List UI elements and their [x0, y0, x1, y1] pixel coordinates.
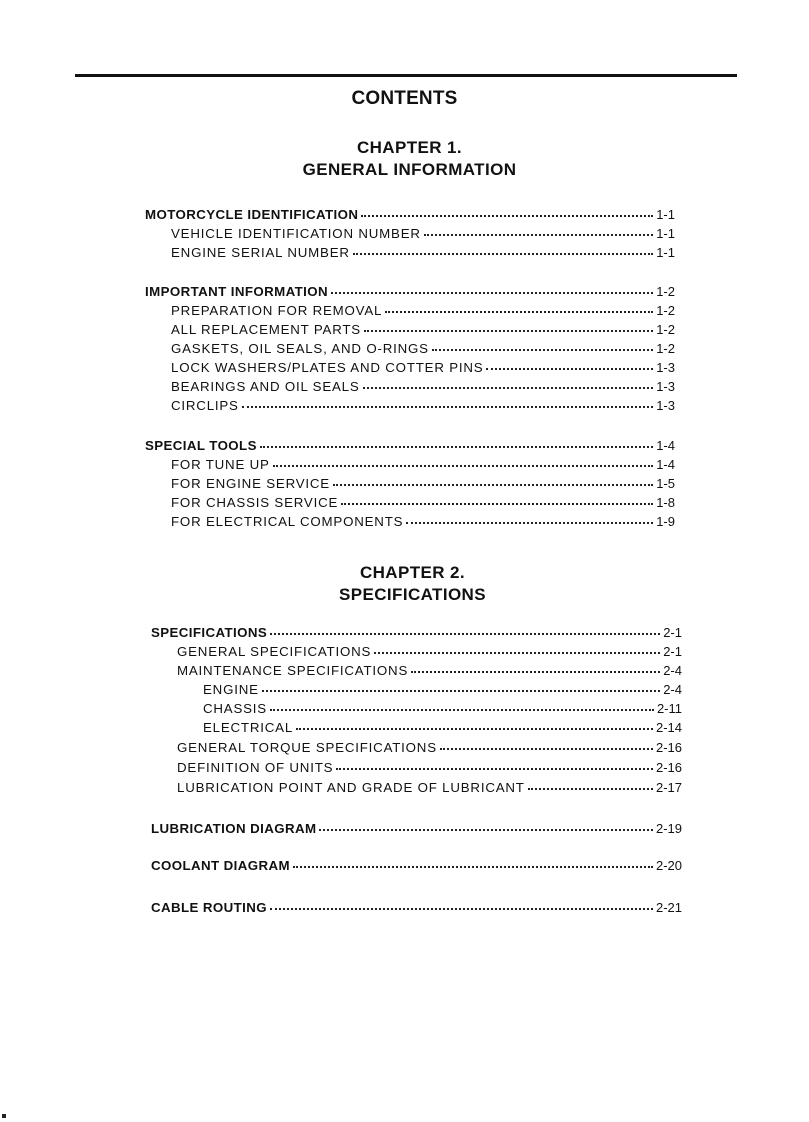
dot-leader	[333, 484, 653, 486]
toc-page-number: 1-4	[656, 438, 675, 453]
dot-leader	[486, 368, 653, 370]
toc-label: SPECIAL TOOLS	[145, 438, 257, 453]
toc-label: MAINTENANCE SPECIFICATIONS	[177, 663, 409, 678]
toc-label: LUBRICATION DIAGRAM	[151, 821, 317, 836]
toc-entry	[171, 476, 675, 494]
dot-leader	[270, 908, 653, 910]
toc-label: ENGINE	[203, 682, 259, 697]
toc-label: MOTORCYCLE IDENTIFICATION	[145, 207, 359, 222]
toc-page-number: 1-1	[656, 226, 675, 241]
toc-label: FOR CHASSIS SERVICE	[171, 495, 339, 510]
toc-label: SPECIFICATIONS	[151, 625, 268, 640]
dot-leader	[374, 652, 660, 654]
toc-page-number: 1-2	[656, 284, 675, 299]
toc-entry	[177, 740, 682, 758]
dot-leader	[353, 253, 653, 255]
toc-page-number: 1-3	[656, 379, 675, 394]
dot-leader	[411, 671, 660, 673]
toc-page-number: 1-8	[656, 495, 675, 510]
chapter1-label: CHAPTER 1.	[356, 138, 463, 157]
toc-entry	[203, 720, 682, 738]
toc-section	[145, 207, 675, 225]
toc-entry	[171, 514, 675, 532]
dot-leader	[242, 406, 653, 408]
toc-entry	[171, 495, 675, 513]
toc-section	[151, 625, 682, 643]
toc-entry	[171, 360, 675, 378]
toc-section	[151, 821, 682, 839]
toc-page-number: 1-5	[656, 476, 675, 491]
toc-page-number: 1-4	[656, 457, 675, 472]
toc-entry	[203, 682, 682, 700]
dot-leader	[432, 349, 653, 351]
toc-entry	[171, 303, 675, 321]
toc-entry	[177, 780, 682, 798]
toc-section	[151, 858, 682, 876]
dot-leader	[296, 728, 653, 730]
toc-label: GENERAL SPECIFICATIONS	[177, 644, 372, 659]
chapter1-title: GENERAL INFORMATION	[302, 160, 517, 179]
dot-leader	[385, 311, 653, 313]
toc-entry	[171, 398, 675, 416]
dot-leader	[361, 215, 653, 217]
dot-leader	[336, 768, 653, 770]
chapter2-title: SPECIFICATIONS	[339, 585, 486, 604]
toc-label: CHASSIS	[203, 701, 267, 716]
toc-section	[151, 900, 682, 918]
toc-label: IMPORTANT INFORMATION	[145, 284, 328, 299]
toc-label: COOLANT DIAGRAM	[151, 858, 290, 873]
toc-page-number: 2-4	[663, 663, 682, 678]
toc-page-number: 2-14	[655, 720, 682, 735]
dot-leader	[260, 446, 653, 448]
toc-page-number: 2-1	[663, 644, 682, 659]
dot-leader	[270, 633, 660, 635]
toc-entry	[171, 322, 675, 340]
toc-page-number: 1-3	[656, 398, 675, 413]
toc-entry	[171, 457, 675, 475]
toc-label: FOR TUNE UP	[171, 457, 270, 472]
toc-page-number: 2-19	[655, 821, 682, 836]
toc-label: FOR ENGINE SERVICE	[171, 476, 330, 491]
contents-title: CONTENTS	[351, 88, 458, 109]
dot-leader	[293, 866, 653, 868]
toc-label: ALL REPLACEMENT PARTS	[171, 322, 361, 337]
toc-section	[145, 284, 675, 302]
toc-entry	[177, 760, 682, 778]
dot-leader	[406, 522, 653, 524]
toc-entry	[171, 379, 675, 397]
dot-leader	[262, 690, 660, 692]
toc-label: DEFINITION OF UNITS	[177, 760, 334, 775]
toc-page-number: 2-16	[655, 740, 682, 755]
dot-leader	[270, 709, 654, 711]
toc-label: GASKETS, OIL SEALS, AND O-RINGS	[171, 341, 429, 356]
toc-label: LOCK WASHERS/PLATES AND COTTER PINS	[171, 360, 484, 375]
toc-page-number: 1-2	[656, 322, 675, 337]
toc-entry	[171, 245, 675, 263]
toc-label: CABLE ROUTING	[151, 900, 268, 915]
toc-page-number: 2-17	[655, 780, 682, 795]
toc-page-number: 2-1	[663, 625, 682, 640]
toc-entry	[203, 701, 682, 719]
toc-entry	[177, 663, 682, 681]
toc-page-number: 1-9	[656, 514, 675, 529]
dot-leader	[273, 465, 654, 467]
toc-label: ELECTRICAL	[203, 720, 294, 735]
dot-leader	[363, 387, 654, 389]
toc-label: PREPARATION FOR REMOVAL	[171, 303, 383, 318]
chapter2-label: CHAPTER 2.	[359, 563, 466, 582]
toc-label: GENERAL TORQUE SPECIFICATIONS	[177, 740, 437, 755]
toc-page-number: 1-3	[656, 360, 675, 375]
dot-leader	[331, 292, 653, 294]
dot-leader	[440, 748, 653, 750]
dot-leader	[341, 503, 653, 505]
toc-label: VEHICLE IDENTIFICATION NUMBER	[171, 226, 421, 241]
toc-label: CIRCLIPS	[171, 398, 239, 413]
toc-page-number: 2-11	[656, 701, 682, 716]
dot-leader	[319, 829, 653, 831]
toc-page-number: 2-16	[655, 760, 682, 775]
dot-leader	[364, 330, 653, 332]
scan-mark	[2, 1114, 6, 1118]
toc-page-number: 1-1	[656, 207, 675, 222]
toc-page-number: 2-4	[663, 682, 682, 697]
dot-leader	[424, 234, 653, 236]
toc-entry	[171, 341, 675, 359]
toc-label: FOR ELECTRICAL COMPONENTS	[171, 514, 404, 529]
toc-page-number: 1-2	[656, 341, 675, 356]
toc-page-number: 1-1	[656, 245, 675, 260]
toc-label: BEARINGS AND OIL SEALS	[171, 379, 360, 394]
toc-entry	[171, 226, 675, 244]
toc-page-number: 2-20	[655, 858, 682, 873]
toc-label: ENGINE SERIAL NUMBER	[171, 245, 350, 260]
header-rule	[75, 74, 737, 77]
toc-section	[145, 438, 675, 456]
toc-page-number: 2-21	[655, 900, 682, 915]
toc-label: LUBRICATION POINT AND GRADE OF LUBRICANT	[177, 780, 525, 795]
dot-leader	[528, 788, 653, 790]
toc-entry	[177, 644, 682, 662]
toc-page-number: 1-2	[656, 303, 675, 318]
